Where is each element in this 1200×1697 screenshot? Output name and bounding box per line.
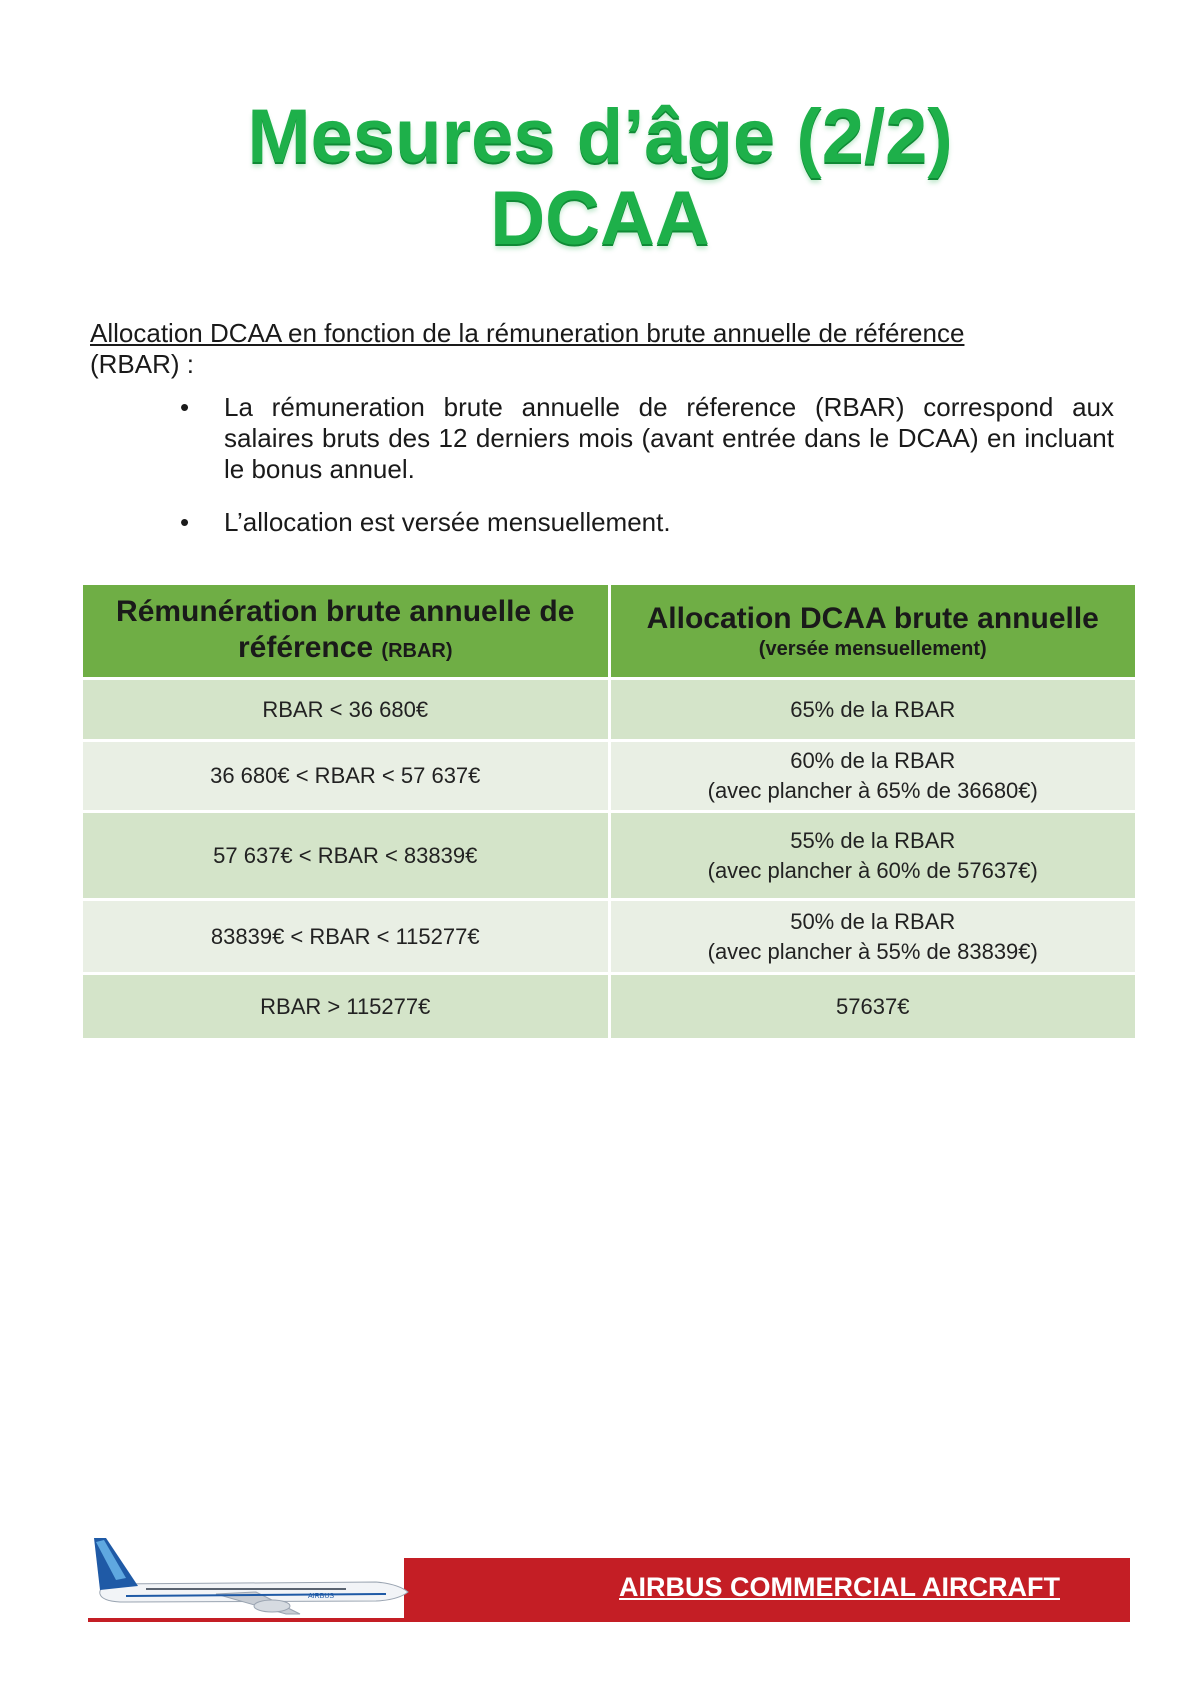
intro-underlined: Allocation DCAA en fonction de la rémuneration brute annuelle de référence bbox=[90, 318, 965, 348]
airplane-icon bbox=[86, 1528, 416, 1618]
footer-label: AIRBUS COMMERCIAL AIRCRAFT bbox=[619, 1572, 1060, 1602]
range-cell: RBAR > 115277€ bbox=[82, 974, 610, 1040]
allocation-cell: 60% de la RBAR (avec plancher à 65% de 36680€) bbox=[609, 741, 1137, 812]
intro-rest: (RBAR) : bbox=[90, 349, 194, 379]
header-allocation: Allocation DCAA brute annuelle (versée mensuellement) bbox=[609, 584, 1137, 679]
range-cell: 57 637€ < RBAR < 83839€ bbox=[82, 812, 610, 900]
table-row bbox=[82, 679, 1137, 741]
range-cell: 36 680€ < RBAR < 57 637€ bbox=[82, 741, 610, 812]
table-row bbox=[82, 741, 1137, 812]
intro-paragraph bbox=[90, 318, 1114, 380]
table-row bbox=[82, 974, 1137, 1040]
bullet-dot-icon: • bbox=[180, 507, 190, 537]
title-line-1: Mesures d’âge (2/2) bbox=[247, 94, 953, 179]
bullet-list bbox=[90, 392, 1114, 560]
header-rbar: Rémunération brute annuelle de référence (RBAR) bbox=[82, 584, 610, 679]
allocation-cell: 50% de la RBAR (avec plancher à 55% de 83839€) bbox=[609, 900, 1137, 974]
allocation-cell: 57637€ bbox=[609, 974, 1137, 1040]
range-cell: RBAR < 36 680€ bbox=[82, 679, 610, 741]
page-title bbox=[0, 96, 1200, 260]
bullet-item: • La rémuneration brute annuelle de réference (RBAR) correspond aux salaires bruts des 12 derniers mois (avant entrée dans le DCAA) en incluant le bonus annuel. bbox=[180, 392, 1114, 484]
allocation-table bbox=[80, 582, 1138, 1041]
bullet-dot-icon: • bbox=[180, 392, 190, 422]
title-line-2: DCAA bbox=[490, 176, 710, 261]
airplane-livery-text: AIRBUS bbox=[308, 1593, 335, 1600]
table-row bbox=[82, 812, 1137, 900]
range-cell: 83839€ < RBAR < 115277€ bbox=[82, 900, 610, 974]
allocation-cell: 55% de la RBAR (avec plancher à 60% de 57637€) bbox=[609, 812, 1137, 900]
table-row bbox=[82, 900, 1137, 974]
bullet-item: • L’allocation est versée mensuellement. bbox=[180, 507, 671, 537]
allocation-cell: 65% de la RBAR bbox=[609, 679, 1137, 741]
